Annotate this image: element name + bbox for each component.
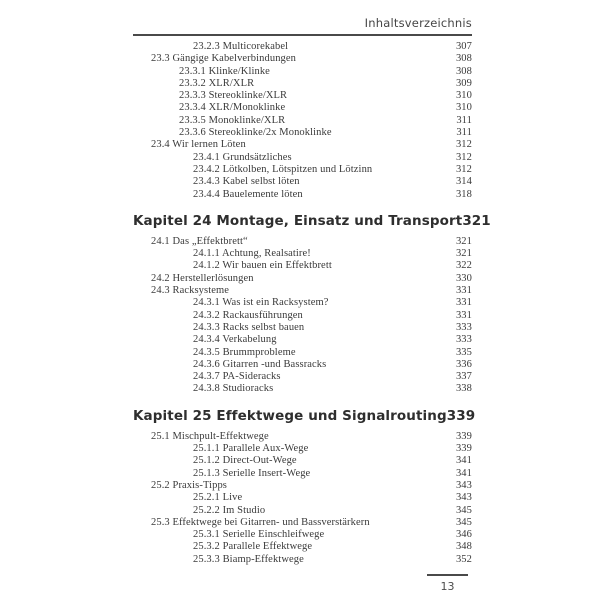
toc-entry-page: 339 — [455, 443, 472, 455]
toc-entry-label: 23.3.5 Monoklinke/XLR — [179, 114, 286, 126]
toc-row — [133, 248, 472, 260]
toc-row — [133, 66, 472, 78]
page-header-title: Inhaltsverzeichnis — [133, 0, 472, 36]
toc-entry-page: 346 — [455, 529, 472, 541]
toc-entry-page: 331 — [455, 297, 472, 309]
toc-entry-label: 24.3.2 Rackausführungen — [193, 309, 303, 321]
toc-entry-label: Kapitel 25 Effektwege und Signalrouting — [133, 407, 447, 424]
toc-row — [133, 468, 472, 480]
toc-entry-label: 25.2 Praxis-Tipps — [151, 479, 227, 491]
toc-chapter-row — [133, 407, 476, 425]
toc-entry-label: 23.3 Gängige Kabelverbindungen — [151, 53, 297, 65]
toc-entry-page: 321 — [455, 235, 472, 247]
toc-entry-label: 25.1 Mischpult-Effektwege — [151, 430, 269, 442]
toc-entry-label: 23.4.1 Grundsätzliches — [193, 151, 292, 163]
toc-row — [133, 431, 472, 443]
toc-entry-label: 24.3 Racksysteme — [151, 285, 230, 297]
toc-row — [133, 102, 472, 114]
toc-row — [133, 273, 472, 285]
toc-entry-label: 25.3 Effektwege bei Gitarren- und Bassverstärkern — [151, 516, 370, 528]
toc-row — [133, 371, 472, 383]
toc-row — [133, 517, 472, 529]
toc-entry-page: 336 — [455, 358, 472, 370]
toc-row — [133, 297, 472, 309]
toc-entry-label: 25.1.1 Parallele Aux-Wege — [193, 443, 309, 455]
toc-entry-label: 24.3.3 Racks selbst bauen — [193, 321, 305, 333]
toc-row — [133, 529, 472, 541]
toc-entry-label: 25.1.3 Serielle Insert-Wege — [193, 467, 311, 479]
toc-row — [133, 492, 472, 504]
toc-entry-page: 345 — [455, 504, 472, 516]
toc-entry-label: Kapitel 24 Montage, Einsatz und Transport — [133, 212, 463, 229]
toc-entry-label: 24.1.1 Achtung, Realsatire! — [193, 248, 311, 260]
toc-entry-label: 24.1 Das „Effektbrett“ — [151, 235, 248, 247]
toc-row — [133, 554, 472, 566]
toc-entry-page: 343 — [455, 479, 472, 491]
toc-entry-page: 310 — [455, 90, 472, 102]
toc-entry-label: 24.2 Herstellerlösungen — [151, 272, 254, 284]
toc-row — [133, 53, 472, 65]
toc-entry-page: 352 — [455, 553, 472, 565]
toc-row — [133, 164, 472, 176]
toc-entry-label: 24.3.4 Verkabelung — [193, 334, 277, 346]
toc-entry-page: 321 — [455, 248, 472, 260]
toc-entry-page: 311 — [456, 114, 472, 126]
toc-row — [133, 127, 472, 139]
toc-entry-page: 331 — [455, 285, 472, 297]
toc-entry-page: 345 — [455, 516, 472, 528]
toc-entry-label: 24.3.8 Studioracks — [193, 383, 274, 395]
toc-row — [133, 505, 472, 517]
toc-entry-label: 25.3.1 Serielle Einschleifwege — [193, 529, 325, 541]
toc-entry-page: 308 — [455, 65, 472, 77]
toc-entry-page: 330 — [455, 272, 472, 284]
toc-entry-page: 307 — [455, 41, 472, 52]
footer-rule — [427, 574, 468, 576]
toc-entry-page: 322 — [455, 260, 472, 272]
toc-row — [133, 285, 472, 297]
toc-entry-label: 23.3.3 Stereoklinke/XLR — [179, 90, 288, 102]
toc-list — [133, 36, 491, 566]
toc-row — [133, 139, 472, 151]
toc-entry-label: 25.2.1 Live — [193, 492, 243, 504]
toc-entry-label: 25.1.2 Direct-Out-Wege — [193, 455, 297, 467]
toc-entry-page: 338 — [455, 383, 472, 395]
toc-entry-page: 310 — [455, 102, 472, 114]
toc-row — [133, 236, 472, 248]
toc-entry-page: 314 — [455, 176, 472, 188]
toc-entry-label: 23.4.4 Bauelemente löten — [193, 188, 303, 200]
toc-row — [133, 189, 472, 201]
toc-entry-label: 23.4 Wir lernen Löten — [151, 139, 246, 151]
toc-row — [133, 480, 472, 492]
toc-entry-label: 23.3.1 Klinke/Klinke — [179, 65, 270, 77]
toc-row — [133, 359, 472, 371]
toc-row — [133, 41, 472, 53]
toc-row — [133, 322, 472, 334]
toc-row — [133, 152, 472, 164]
toc-entry-page: 335 — [455, 346, 472, 358]
toc-entry-label: 23.3.2 XLR/XLR — [179, 77, 255, 89]
toc-row — [133, 260, 472, 272]
toc-entry-page: 311 — [456, 127, 472, 139]
toc-row — [133, 347, 472, 359]
toc-row — [133, 115, 472, 127]
toc-row — [133, 455, 472, 467]
toc-entry-label: 23.2.3 Multicorekabel — [193, 41, 289, 52]
toc-row — [133, 334, 472, 346]
toc-entry-page: 341 — [455, 455, 472, 467]
toc-entry-label: 24.3.5 Brummprobleme — [193, 346, 296, 358]
toc-entry-page: 337 — [455, 371, 472, 383]
toc-row — [133, 176, 472, 188]
toc-entry-page: 339 — [446, 407, 476, 424]
toc-entry-label: 23.4.2 Lötkolben, Lötspitzen und Lötzinn — [193, 163, 373, 175]
toc-row — [133, 78, 472, 90]
footer-page-number: 13 — [440, 580, 455, 593]
toc-entry-page: 308 — [455, 53, 472, 65]
toc-entry-label: 24.1.2 Wir bauen ein Effektbrett — [193, 260, 332, 272]
toc-entry-label: 24.3.1 Was ist ein Racksystem? — [193, 297, 329, 309]
toc-row — [133, 541, 472, 553]
toc-row — [133, 443, 472, 455]
toc-row — [133, 310, 472, 322]
toc-entry-page: 339 — [455, 430, 472, 442]
toc-chapter-row — [133, 212, 491, 230]
toc-entry-page: 312 — [455, 139, 472, 151]
toc-entry-label: 23.4.3 Kabel selbst löten — [193, 176, 300, 188]
toc-entry-page: 312 — [455, 163, 472, 175]
toc-entry-page: 312 — [455, 151, 472, 163]
toc-row — [133, 383, 472, 395]
toc-entry-page: 343 — [455, 492, 472, 504]
toc-entry-label: 23.3.4 XLR/Monoklinke — [179, 102, 286, 114]
toc-row — [133, 90, 472, 102]
toc-entry-page: 321 — [462, 212, 491, 229]
book-page — [133, 0, 491, 566]
toc-entry-page: 331 — [455, 309, 472, 321]
toc-entry-page: 309 — [455, 77, 472, 89]
toc-entry-page: 348 — [455, 541, 472, 553]
toc-entry-page: 333 — [455, 334, 472, 346]
toc-entry-page: 333 — [455, 321, 472, 333]
toc-entry-label: 24.3.6 Gitarren -und Bassracks — [193, 358, 327, 370]
toc-entry-label: 25.3.3 Biamp-Effektwege — [193, 553, 304, 565]
toc-entry-label: 23.3.6 Stereoklinke/2x Monoklinke — [179, 127, 332, 139]
toc-entry-page: 341 — [455, 467, 472, 479]
toc-entry-label: 25.2.2 Im Studio — [193, 504, 266, 516]
toc-entry-label: 24.3.7 PA-Sideracks — [193, 371, 281, 383]
toc-entry-page: 318 — [455, 188, 472, 200]
toc-entry-label: 25.3.2 Parallele Effektwege — [193, 541, 313, 553]
